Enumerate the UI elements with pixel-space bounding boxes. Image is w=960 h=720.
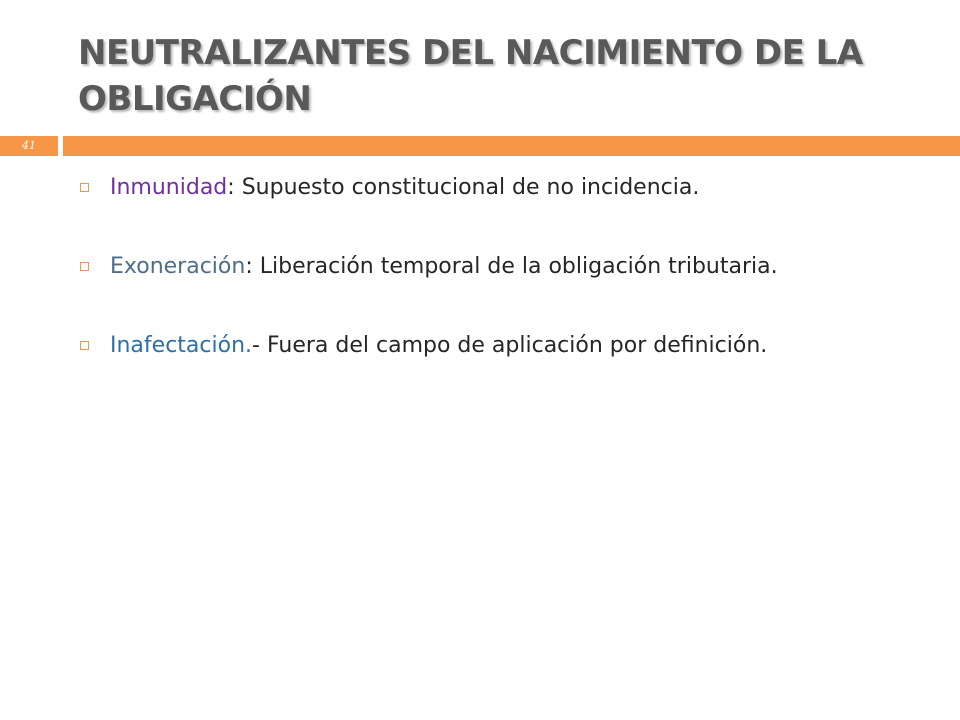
definition-text: Supuesto constitucional de no incidencia.	[234, 175, 700, 200]
bullet-list	[80, 170, 912, 407]
definition-text: - Fuera del campo de aplicación por definición.	[252, 333, 768, 358]
square-bullet-icon	[80, 262, 89, 271]
square-bullet-icon	[80, 341, 89, 350]
term-exoneracion: Exoneración	[110, 254, 246, 279]
bullet-item-inmunidad	[80, 170, 912, 205]
definition-text: Liberación temporal de la obligación tributaria.	[252, 254, 778, 279]
square-bullet-icon	[80, 183, 89, 192]
bullet-item-inafectacion	[80, 328, 912, 363]
term-separator: :	[245, 254, 253, 279]
bullet-item-exoneracion	[80, 249, 912, 284]
slide-title: NEUTRALIZANTES DEL NACIMIENTO DE LA OBLIGACIÓN	[78, 33, 863, 119]
term-separator: :	[227, 175, 235, 200]
term-inafectacion: Inafectación	[110, 333, 246, 358]
title-rule	[63, 136, 960, 156]
term-inmunidad: Inmunidad	[110, 175, 228, 200]
slide-number: 41	[22, 139, 36, 152]
term-separator: .	[245, 333, 253, 358]
